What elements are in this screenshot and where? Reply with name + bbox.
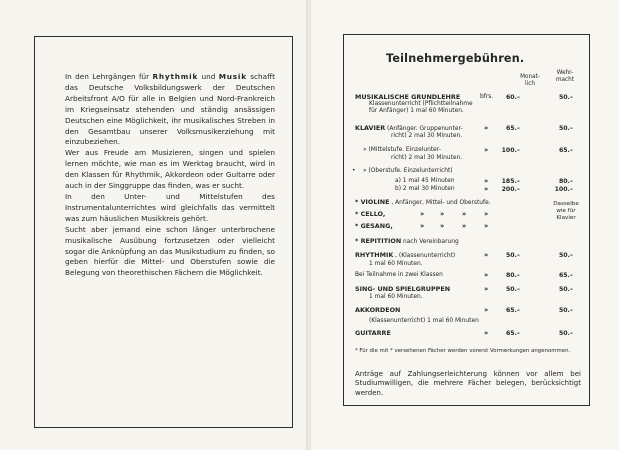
ditto-mark: » — [484, 285, 489, 293]
fee-wehrmacht: 50.– — [558, 286, 573, 293]
fee-line-detail: (Anfänger. Gruppenunter- — [385, 126, 463, 132]
fee-line-detail: , Anfänger, Mittel- und Oberstufe. — [389, 200, 491, 206]
intro-paragraph: Sucht aber jemand eine schon länger unterbrochene musikalische Ausübung fortzusetzen oder vielleicht sogar die Anknüpfung an das Musikstudium zu finden, so geben hierfür die Mittel- und Oberstufen sowie die Belegung von theorethischen Fächern die Möglichkeit. — [65, 224, 275, 278]
fee-wehrmacht: 50.– — [558, 307, 573, 314]
fee-wehrmacht: 50.– — [558, 330, 573, 337]
same-as-piano-note: Dasselbe wie für Klavier — [553, 201, 579, 221]
fee-line-detail: , (Klassenunterricht) — [393, 253, 456, 259]
ditto-mark: » — [420, 222, 425, 230]
fee-monthly: 65.– — [505, 125, 520, 132]
column-header-monthly: Monat- lich — [520, 74, 540, 87]
fee-line-label: » — [363, 147, 367, 153]
fee-monthly: 100.– — [501, 147, 520, 154]
emphasis-term: Rhythmik — [152, 72, 199, 81]
fee-line-label: KLAVIER — [355, 124, 386, 132]
fee-line — [355, 330, 391, 337]
fee-line — [355, 272, 443, 279]
ditto-mark: » — [440, 222, 445, 230]
fee-line — [355, 238, 459, 246]
ditto-mark: » — [440, 210, 445, 218]
fee-monthly: 65.– — [505, 330, 520, 337]
fee-line — [363, 147, 441, 154]
fee-wehrmacht: 50.– — [558, 94, 573, 101]
ditto-mark: » — [420, 210, 425, 218]
fee-monthly: 65.– — [505, 307, 520, 314]
ditto-mark: » — [484, 124, 489, 132]
intro-text — [65, 72, 275, 279]
fee-wehrmacht: 80.– — [558, 178, 573, 185]
intro-paragraph: In den Unter- und Mittelstufen des Instrumentalunterrichtes wird gleichfalls das vermittelt was zum häuslichen Musikkreis gehört. — [65, 191, 275, 223]
ditto-mark: » — [484, 177, 489, 185]
fee-line-label: GUITARRE — [355, 329, 391, 337]
ditto-mark: » — [484, 146, 489, 154]
fee-monthly: 80.– — [505, 272, 520, 279]
fee-line-label: a) 1 mal 45 Minuten — [395, 178, 455, 184]
fee-line-detail: nach Vereinbarung — [401, 239, 459, 245]
fee-line-detail: (Oberstufe. Einzelunterricht) — [366, 168, 453, 174]
ditto-mark: » — [484, 271, 489, 279]
fee-line-label: AKKORDEON — [355, 306, 401, 314]
fee-line — [369, 294, 423, 301]
fee-line — [369, 101, 473, 108]
fee-monthly: 50.– — [505, 252, 520, 259]
fee-line — [355, 307, 400, 314]
fee-line-label: MUSIKALISCHE GRUNDLEHRE — [355, 93, 461, 101]
fee-line — [355, 125, 463, 133]
fee-line-label: Bei Teilnahme in zwei Klassen — [355, 272, 443, 278]
fee-line — [355, 94, 460, 101]
fee-line-label: (Klassenunterricht) 1 mal 60 Minuten — [369, 318, 479, 324]
closing-note: Anträge auf Zahlungserleichterung können vor allem bei Studiumwilligen, die mehrere Fächer belegen, berücksichtigt werden. — [355, 370, 581, 397]
fee-line-label: * GESANG, — [355, 222, 393, 230]
fee-line-label: * VIOLINE — [355, 198, 390, 206]
fee-wehrmacht: 65.– — [558, 272, 573, 279]
fee-line-label: 1 mal 60 Minuten. — [369, 261, 423, 267]
fee-line-label: * CELLO, — [355, 210, 386, 218]
fee-wehrmacht: 50.– — [558, 125, 573, 132]
fee-line-label: b) 2 mal 30 Minuten — [395, 186, 455, 192]
fee-wehrmacht: 65.– — [558, 147, 573, 154]
ditto-mark: » — [462, 222, 467, 230]
column-header-wehrmacht: Wehr- macht — [556, 70, 574, 83]
fee-line-label: SING- UND SPIELGRUPPEN — [355, 285, 451, 293]
ditto-mark: » — [484, 222, 489, 230]
ditto-mark: » — [484, 251, 489, 259]
fee-line — [391, 155, 462, 162]
fee-line — [363, 168, 453, 175]
fee-line-label: Klassenunterricht (Pflichtteilnahme — [369, 101, 473, 107]
fee-line — [355, 252, 455, 260]
footnote: * Für die mit * versehenen Fächer werden vorerst Vormerkungen angenommen. — [355, 348, 571, 354]
emphasis-term: Musik — [218, 72, 247, 81]
fee-line — [391, 133, 462, 140]
fee-line-label: für Anfänger) 1 mal 60 Minuten. — [369, 108, 464, 114]
intro-paragraph: In den Lehrgängen für Rhythmik und Musik schafft das Deutsche Volksbildungswerk der Deutschen Arbeitsfront A/O für alle in Belgien und Nord-Frankreich im Kriegseinsatz stehenden und ständig ansässigen Deutschen eine Möglichkeit, ihr musikalisches Streben in den Gesamtbau unserer Volksmusikerziehung mit einzubeziehen. — [65, 72, 276, 147]
fee-line-label: 1 mal 60 Minuten. — [369, 294, 423, 300]
intro-paragraph: Wer aus Freude am Musizieren, singen und spielen lernen möchte, wie man es im Werktag braucht, wird in den Klassen für Rhythmik, Akkordeon oder Guitarre oder auch in der Singgruppe das finden, was er sucht. — [65, 148, 275, 191]
fee-monthly: 185.– — [501, 178, 520, 185]
bullet-mark: • — [352, 168, 356, 174]
fee-line — [355, 223, 393, 230]
fee-line-label: RHYTHMIK — [355, 251, 394, 259]
ditto-mark: » — [484, 210, 489, 218]
fee-line — [369, 318, 479, 325]
ditto-mark: » — [462, 210, 467, 218]
ditto-mark: bfrs. — [480, 94, 494, 100]
fee-monthly: 200.– — [501, 186, 520, 193]
fee-line-detail: (Mittelstufe. Einzelunter- — [366, 147, 441, 153]
fee-table-title: Teilnehmergebühren. — [386, 52, 525, 65]
fee-line — [355, 211, 385, 218]
ditto-mark: » — [484, 306, 489, 314]
ditto-mark: » — [484, 185, 489, 193]
fee-line-label: richt) 2 mal 30 Minuten. — [391, 133, 463, 139]
fee-line — [355, 199, 491, 207]
fee-line — [369, 108, 464, 115]
fee-line — [395, 186, 455, 193]
fee-line — [369, 261, 423, 268]
fee-line-label: » — [363, 168, 367, 174]
fee-line — [355, 286, 450, 293]
page-fold — [306, 0, 311, 450]
fee-wehrmacht: 100.– — [554, 186, 573, 193]
fee-wehrmacht: 50.– — [558, 252, 573, 259]
fee-monthly: 60.– — [505, 94, 520, 101]
fee-monthly: 50.– — [505, 286, 520, 293]
fee-line-label: richt) 2 mal 30 Minuten. — [391, 155, 463, 161]
ditto-mark: » — [484, 329, 489, 337]
fee-line-label: * REPITITION — [355, 237, 402, 245]
fee-line — [395, 178, 454, 185]
